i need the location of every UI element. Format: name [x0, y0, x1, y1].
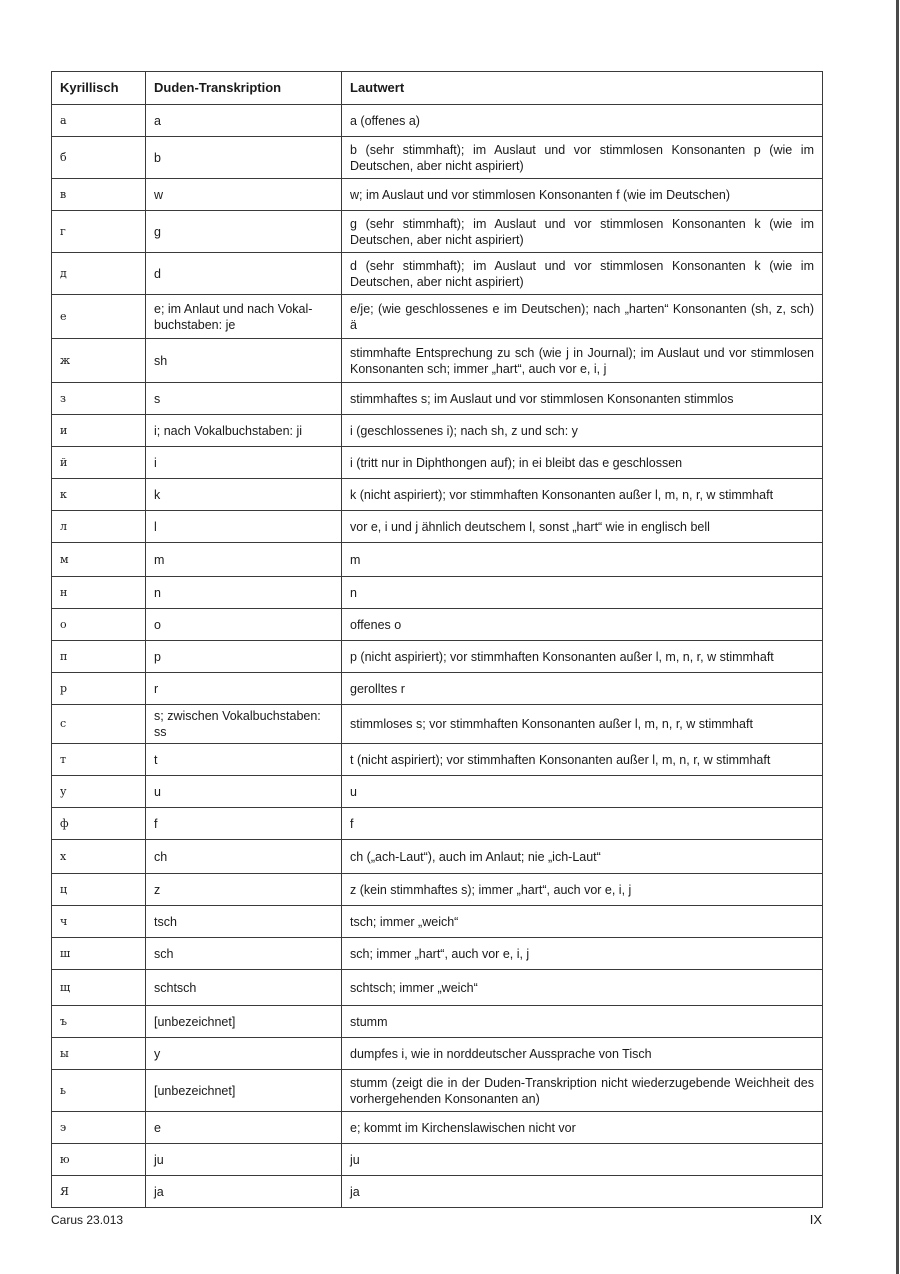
table-row	[52, 938, 823, 970]
duden-transcription: o	[146, 609, 342, 641]
cyrillic-letter: ш	[52, 938, 146, 970]
duden-transcription: e; im Anlaut und nach Vokalbuchstaben: je	[146, 295, 342, 339]
cyrillic-letter: п	[52, 641, 146, 673]
duden-transcription: f	[146, 808, 342, 840]
table-row	[52, 543, 823, 577]
duden-transcription: l	[146, 511, 342, 543]
table-row	[52, 874, 823, 906]
cyrillic-letter: р	[52, 673, 146, 705]
cyrillic-letter: х	[52, 840, 146, 874]
table-row	[52, 609, 823, 641]
cyrillic-letter: ч	[52, 906, 146, 938]
sound-value: offenes o	[342, 609, 823, 641]
cyrillic-letter: и	[52, 415, 146, 447]
sound-value: e/je; (wie geschlossenes e im Deutschen); nach „harten“ Konsonanten (sh, z, sch) ä	[342, 295, 823, 339]
duden-transcription: a	[146, 105, 342, 137]
table-row	[52, 415, 823, 447]
table-header-row	[52, 72, 823, 105]
cyrillic-letter: г	[52, 211, 146, 253]
table-row	[52, 105, 823, 137]
table-row	[52, 906, 823, 938]
cyrillic-letter: з	[52, 383, 146, 415]
sound-value: b (sehr stimmhaft); im Auslaut und vor stimmlosen Konsonanten p (wie im Deutschen, aber nicht aspiriert)	[342, 137, 823, 179]
sound-value: a (offenes a)	[342, 105, 823, 137]
sound-value: ch („ach-Laut“), auch im Anlaut; nie „ich-Laut“	[342, 840, 823, 874]
cyrillic-letter: с	[52, 705, 146, 744]
header-kyrillisch: Kyrillisch	[52, 72, 146, 105]
header-duden-transkription: Duden-Transkription	[146, 72, 342, 105]
cyrillic-letter: а	[52, 105, 146, 137]
duden-transcription: d	[146, 253, 342, 295]
table-row	[52, 673, 823, 705]
transliteration-table	[51, 71, 823, 1208]
sound-value: p (nicht aspiriert); vor stimmhaften Konsonanten außer l, m, n, r, w stimmhaft	[342, 641, 823, 673]
cyrillic-letter: в	[52, 179, 146, 211]
duden-transcription: i	[146, 447, 342, 479]
table-row	[52, 339, 823, 383]
cyrillic-letter: ь	[52, 1070, 146, 1112]
table-row	[52, 970, 823, 1006]
table-row	[52, 744, 823, 776]
table-row	[52, 1144, 823, 1176]
duden-transcription: ju	[146, 1144, 342, 1176]
cyrillic-letter: ф	[52, 808, 146, 840]
duden-transcription: tsch	[146, 906, 342, 938]
cyrillic-letter: е	[52, 295, 146, 339]
duden-transcription: sch	[146, 938, 342, 970]
duden-transcription: ch	[146, 840, 342, 874]
cyrillic-letter: н	[52, 577, 146, 609]
table-row	[52, 383, 823, 415]
cyrillic-letter: Я	[52, 1176, 146, 1208]
cyrillic-letter: щ	[52, 970, 146, 1006]
duden-transcription: [unbezeichnet]	[146, 1006, 342, 1038]
sound-value: vor e, i und j ähnlich deutschem l, sonst „hart“ wie in englisch bell	[342, 511, 823, 543]
duden-transcription: ja	[146, 1176, 342, 1208]
duden-transcription: u	[146, 776, 342, 808]
cyrillic-letter: ц	[52, 874, 146, 906]
duden-transcription: e	[146, 1112, 342, 1144]
page-edge-rule	[896, 0, 899, 1274]
sound-value: n	[342, 577, 823, 609]
cyrillic-letter: о	[52, 609, 146, 641]
cyrillic-letter: у	[52, 776, 146, 808]
sound-value: stimmloses s; vor stimmhaften Konsonanten außer l, m, n, r, w stimmhaft	[342, 705, 823, 744]
duden-transcription: s; zwischen Vokalbuchstaben: ss	[146, 705, 342, 744]
sound-value: dumpfes i, wie in norddeutscher Aussprache von Tisch	[342, 1038, 823, 1070]
duden-transcription: sh	[146, 339, 342, 383]
sound-value: stimmhafte Entsprechung zu sch (wie j in Journal); im Auslaut und vor stimmlosen Konsonanten sch; immer „hart“, auch vor e, i, j	[342, 339, 823, 383]
page-number: IX	[809, 1212, 822, 1227]
table-row	[52, 1176, 823, 1208]
cyrillic-letter: ы	[52, 1038, 146, 1070]
table-row	[52, 253, 823, 295]
sound-value: d (sehr stimmhaft); im Auslaut und vor stimmlosen Konsonanten k (wie im Deutschen, aber nicht aspiriert)	[342, 253, 823, 295]
duden-transcription: k	[146, 479, 342, 511]
duden-transcription: y	[146, 1038, 342, 1070]
table-row	[52, 137, 823, 179]
sound-value: m	[342, 543, 823, 577]
table-row	[52, 1112, 823, 1144]
table-row	[52, 840, 823, 874]
sound-value: sch; immer „hart“, auch vor e, i, j	[342, 938, 823, 970]
cyrillic-letter: т	[52, 744, 146, 776]
table-row	[52, 211, 823, 253]
sound-value: stimmhaftes s; im Auslaut und vor stimmlosen Konsonanten stimmlos	[342, 383, 823, 415]
sound-value: ja	[342, 1176, 823, 1208]
table-row	[52, 776, 823, 808]
cyrillic-letter: й	[52, 447, 146, 479]
table-row	[52, 1070, 823, 1112]
sound-value: k (nicht aspiriert); vor stimmhaften Konsonanten außer l, m, n, r, w stimmhaft	[342, 479, 823, 511]
duden-transcription: [unbezeichnet]	[146, 1070, 342, 1112]
duden-transcription: n	[146, 577, 342, 609]
cyrillic-letter: ж	[52, 339, 146, 383]
sound-value: w; im Auslaut und vor stimmlosen Konsonanten f (wie im Deutschen)	[342, 179, 823, 211]
duden-transcription: b	[146, 137, 342, 179]
sound-value: z (kein stimmhaftes s); immer „hart“, auch vor e, i, j	[342, 874, 823, 906]
sound-value: stumm (zeigt die in der Duden-Transkription nicht wiederzugebende Weichheit des vorhergehenden Konsonanten an)	[342, 1070, 823, 1112]
table-row	[52, 577, 823, 609]
sound-value: g (sehr stimmhaft); im Auslaut und vor stimmlosen Konsonanten k (wie im Deutschen, aber nicht aspiriert)	[342, 211, 823, 253]
cyrillic-letter: ъ	[52, 1006, 146, 1038]
sound-value: e; kommt im Kirchenslawischen nicht vor	[342, 1112, 823, 1144]
sound-value: f	[342, 808, 823, 840]
table-row	[52, 1038, 823, 1070]
sound-value: u	[342, 776, 823, 808]
sound-value: schtsch; immer „weich“	[342, 970, 823, 1006]
table-row	[52, 1006, 823, 1038]
cyrillic-letter: к	[52, 479, 146, 511]
table-row	[52, 479, 823, 511]
duden-transcription: s	[146, 383, 342, 415]
cyrillic-letter: л	[52, 511, 146, 543]
cyrillic-letter: б	[52, 137, 146, 179]
table-row	[52, 705, 823, 744]
duden-transcription: z	[146, 874, 342, 906]
duden-transcription: g	[146, 211, 342, 253]
cyrillic-letter: д	[52, 253, 146, 295]
table-row	[52, 511, 823, 543]
duden-transcription: schtsch	[146, 970, 342, 1006]
sound-value: stumm	[342, 1006, 823, 1038]
table-row	[52, 447, 823, 479]
sound-value: t (nicht aspiriert); vor stimmhaften Konsonanten außer l, m, n, r, w stimmhaft	[342, 744, 823, 776]
sound-value: gerolltes r	[342, 673, 823, 705]
sound-value: ju	[342, 1144, 823, 1176]
table-row	[52, 295, 823, 339]
duden-transcription: r	[146, 673, 342, 705]
duden-transcription: w	[146, 179, 342, 211]
cyrillic-letter: э	[52, 1112, 146, 1144]
table-row	[52, 179, 823, 211]
sound-value: tsch; immer „weich“	[342, 906, 823, 938]
header-lautwert: Lautwert	[342, 72, 823, 105]
cyrillic-letter: м	[52, 543, 146, 577]
cyrillic-letter: ю	[52, 1144, 146, 1176]
table-row	[52, 808, 823, 840]
publisher-code: Carus 23.013	[51, 1213, 124, 1227]
sound-value: i (geschlossenes i); nach sh, z und sch: y	[342, 415, 823, 447]
duden-transcription: i; nach Vokalbuchstaben: ji	[146, 415, 342, 447]
sound-value: i (tritt nur in Diphthongen auf); in ei bleibt das e geschlossen	[342, 447, 823, 479]
duden-transcription: p	[146, 641, 342, 673]
duden-transcription: t	[146, 744, 342, 776]
table-row	[52, 641, 823, 673]
duden-transcription: m	[146, 543, 342, 577]
